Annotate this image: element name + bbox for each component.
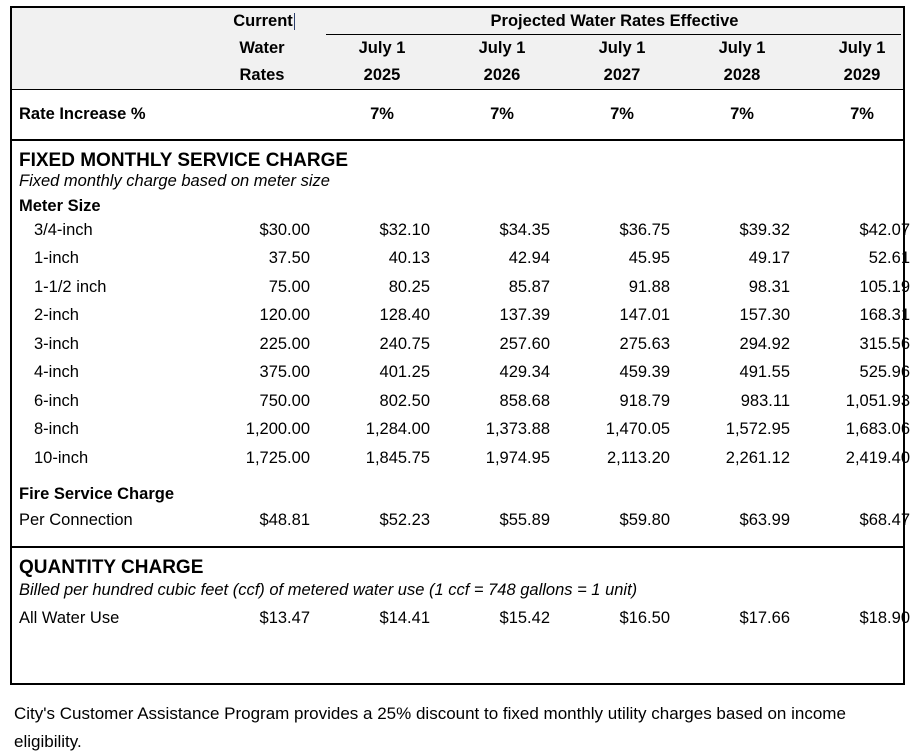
meter-row-label: 6-inch (34, 391, 79, 410)
table-row (12, 359, 910, 388)
meter-row-2027: 918.79 (619, 391, 670, 410)
meter-row-current: 37.50 (268, 249, 310, 268)
header-row-3 (12, 62, 903, 89)
meter-row-2029: 168.31 (859, 306, 910, 325)
meter-row-2027: $36.75 (619, 220, 670, 239)
header-col-2025-year: 2025 (363, 66, 401, 84)
meter-row-2029: $42.07 (859, 220, 910, 239)
meter-row-2029: 105.19 (859, 277, 910, 296)
meter-row-2025: 80.25 (388, 277, 430, 296)
meter-row-2027: 275.63 (619, 334, 670, 353)
all-water-use-2026: $15.42 (499, 608, 550, 627)
meter-row-2026: 137.39 (499, 306, 550, 325)
meter-row-label: 3-inch (34, 334, 79, 353)
meter-row-2025: 1,284.00 (365, 420, 430, 439)
header-row-1 (12, 8, 903, 35)
customer-assistance-note: City's Customer Assistance Program provides a 25% discount to fixed monthly utility charges based on income eligibility. (14, 704, 846, 751)
all-water-use-label: All Water Use (19, 608, 120, 627)
quantity-charge-row (12, 604, 910, 633)
header-current-line3: Rates (239, 66, 285, 84)
meter-row-2025: 802.50 (379, 391, 430, 410)
rate-increase-label: Rate Increase % (19, 105, 146, 123)
header-current-line1 (202, 8, 326, 35)
all-water-use-current: $13.47 (259, 608, 310, 627)
rate-increase-current (202, 90, 322, 139)
meter-row-2028: $39.32 (739, 220, 790, 239)
table-row (12, 387, 910, 416)
meter-row-label: 8-inch (34, 420, 79, 439)
text-caret (294, 13, 295, 30)
table-row (12, 330, 910, 359)
meter-row-current: 120.00 (259, 306, 310, 325)
meter-row-2028: 491.55 (739, 363, 790, 382)
header-row-2 (12, 35, 903, 62)
rate-increase-row (12, 90, 903, 141)
meter-row-2028: 49.17 (748, 249, 790, 268)
meter-row-2029: 2,419.40 (845, 448, 910, 467)
header-projected-title (326, 8, 903, 35)
meter-row-2026: 858.68 (499, 391, 550, 410)
header-col-2027-year: 2027 (603, 66, 641, 84)
meter-row-2026: 1,974.95 (485, 448, 550, 467)
table-row (12, 444, 910, 473)
meter-row-2026: 85.87 (508, 277, 550, 296)
meter-row-2029: 52.61 (868, 249, 910, 268)
table-row (12, 416, 910, 445)
all-water-use-2027: $16.50 (619, 608, 670, 627)
rate-increase-2029: 7% (850, 105, 874, 123)
rate-increase-2028: 7% (730, 105, 754, 123)
meter-row-2026: 1,373.88 (485, 420, 550, 439)
header-col-2029-month: July 1 (838, 39, 886, 57)
header-current-text: Current (233, 12, 293, 30)
meter-row-current: $30.00 (259, 220, 310, 239)
meter-row-current: 75.00 (268, 277, 310, 296)
fire-service-row (12, 507, 910, 536)
header-col-2029-year: 2029 (843, 66, 881, 84)
meter-row-2029: 315.56 (859, 334, 910, 353)
table-header (12, 8, 903, 90)
fixed-section-title: FIXED MONTHLY SERVICE CHARGE (19, 150, 349, 171)
meter-row-current: 750.00 (259, 391, 310, 410)
meter-row-2025: 240.75 (379, 334, 430, 353)
meter-row-current: 225.00 (259, 334, 310, 353)
meter-row-label: 1-inch (34, 249, 79, 268)
meter-row-2028: 1,572.95 (725, 420, 790, 439)
meter-row-2026: 429.34 (499, 363, 550, 382)
meter-row-label: 10-inch (34, 448, 89, 467)
meter-row-2027: 91.88 (628, 277, 670, 296)
quantity-charge-section (12, 548, 910, 633)
header-projected-underline (326, 34, 901, 36)
fire-service-2026: $55.89 (499, 511, 550, 530)
header-corner-blank (12, 8, 202, 35)
water-rate-table (10, 6, 910, 685)
fire-service-label: Per Connection (19, 511, 133, 530)
meter-row-2029: 1,051.93 (845, 391, 910, 410)
meter-row-2029: 1,683.06 (845, 420, 910, 439)
meter-row-2027: 2,113.20 (606, 448, 670, 467)
meter-row-2026: 42.94 (508, 249, 550, 268)
meter-row-2029: 525.96 (859, 363, 910, 382)
fixed-monthly-service-charge-section (12, 141, 910, 535)
meter-row-2027: 147.01 (619, 306, 670, 325)
meter-row-2025: $32.10 (379, 220, 430, 239)
meter-row-2027: 45.95 (628, 249, 670, 268)
rate-increase-2025: 7% (370, 105, 394, 123)
table-row (12, 245, 910, 274)
all-water-use-2028: $17.66 (739, 608, 790, 627)
fire-service-charge-heading: Fire Service Charge (19, 484, 174, 503)
meter-row-current: 1,725.00 (245, 448, 310, 467)
meter-row-2025: 40.13 (388, 249, 430, 268)
meter-row-2027: 459.39 (619, 363, 670, 382)
meter-row-2028: 157.30 (739, 306, 790, 325)
header-col-2028-month: July 1 (718, 39, 766, 57)
header-blank-3 (12, 62, 202, 89)
meter-row-label: 4-inch (34, 363, 79, 382)
header-col-2026-year: 2026 (483, 66, 521, 84)
fire-service-2028: $63.99 (739, 511, 790, 530)
header-projected-text: Projected Water Rates Effective (490, 12, 739, 30)
meter-row-2026: 257.60 (499, 334, 550, 353)
quantity-section-subtitle: Billed per hundred cubic feet (ccf) of metered water use (1 ccf = 748 gallons = 1 unit) (19, 581, 638, 599)
fire-service-2027: $59.80 (619, 511, 670, 530)
meter-row-label: 2-inch (34, 306, 79, 325)
quantity-section-title: QUANTITY CHARGE (19, 557, 204, 578)
all-water-use-2025: $14.41 (379, 608, 430, 627)
meter-row-2028: 98.31 (748, 277, 790, 296)
header-col-2028-year: 2028 (723, 66, 761, 84)
header-current-line2: Water (239, 39, 285, 57)
header-col-2027-month: July 1 (598, 39, 646, 57)
meter-row-2028: 294.92 (739, 334, 790, 353)
rate-increase-2027: 7% (610, 105, 634, 123)
meter-row-label: 3/4-inch (34, 220, 93, 239)
fire-service-current: $48.81 (259, 511, 310, 530)
meter-row-2025: 128.40 (379, 306, 430, 325)
fire-service-2025: $52.23 (379, 511, 430, 530)
meter-row-2028: 983.11 (740, 391, 790, 410)
rate-increase-2026: 7% (490, 105, 514, 123)
header-col-2026-month: July 1 (478, 39, 526, 57)
fire-service-2029: $68.47 (859, 511, 910, 530)
header-col-2025-month: July 1 (358, 39, 406, 57)
table-row (12, 302, 910, 331)
meter-row-2027: 1,470.05 (605, 420, 670, 439)
header-blank-2 (12, 35, 202, 62)
table-row (12, 273, 910, 302)
meter-row-2025: 401.25 (379, 363, 430, 382)
meter-row-2028: 2,261.12 (725, 448, 790, 467)
meter-row-label: 1-1/2 inch (34, 277, 107, 296)
meter-row-current: 375.00 (259, 363, 310, 382)
table-row (12, 216, 910, 245)
meter-row-2025: 1,845.75 (365, 448, 430, 467)
meter-size-heading: Meter Size (19, 197, 101, 215)
fixed-section-subtitle: Fixed monthly charge based on meter size (19, 172, 330, 190)
meter-row-current: 1,200.00 (245, 420, 310, 439)
meter-row-2026: $34.35 (499, 220, 550, 239)
all-water-use-2029: $18.90 (859, 608, 910, 627)
